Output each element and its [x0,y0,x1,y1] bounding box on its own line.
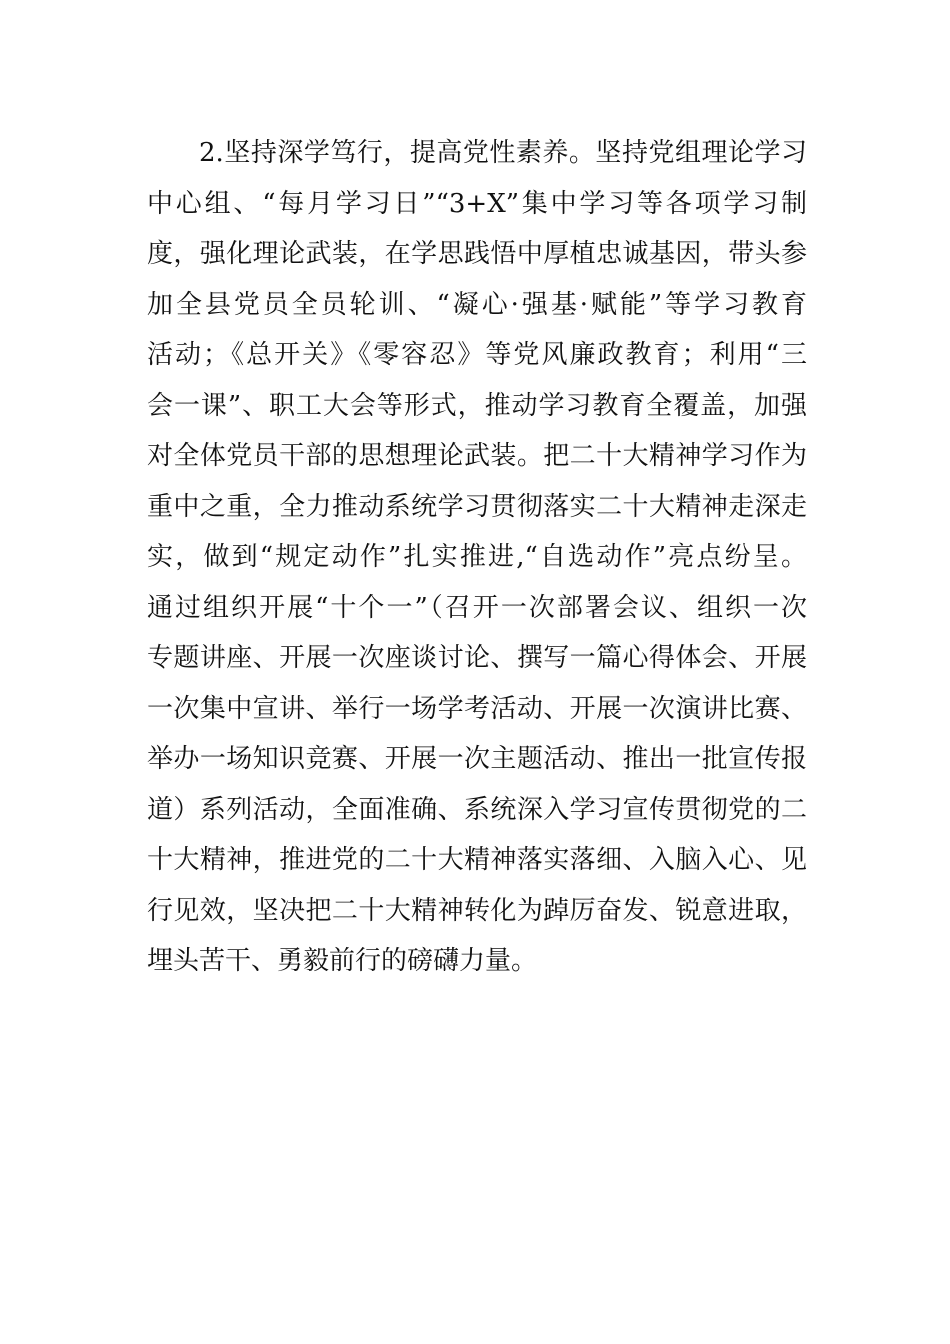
paragraph-line: 度，强化理论武装，在学思践悟中厚植忠诚基因，带头参 [147,239,807,269]
paragraph-line: 实，做到“规定动作”扎实推进,“自选动作”亮点纷呈。 [147,542,807,572]
paragraph-line: 2.坚持深学笃行，提高党性素养。坚持党组理论学习 [199,138,807,168]
body-paragraph [147,128,807,987]
paragraph-line: 活动；《总开关》《零容忍》等党风廉政教育；利用“三 [147,340,807,370]
paragraph-line: 对全体党员干部的思想理论武装。把二十大精神学习作为 [147,441,807,471]
paragraph-line: 十大精神，推进党的二十大精神落实落细、入脑入心、见 [147,845,807,875]
paragraph-line: 道）系列活动，全面准确、系统深入学习宣传贯彻党的二 [147,794,807,825]
paragraph-line: 举办一场知识竞赛、开展一次主题活动、推出一批宣传报 [147,744,807,774]
paragraph-line: 通过组织开展“十个一”（召开一次部署会议、组织一次 [147,592,807,623]
paragraph-line: 会一课”、职工大会等形式，推动学习教育全覆盖，加强 [147,390,807,421]
paragraph-line: 重中之重，全力推动系统学习贯彻落实二十大精神走深走 [147,491,807,522]
paragraph-line: 埋头苦干、勇毅前行的磅礴力量。 [147,946,538,976]
paragraph-line: 行见效，坚决把二十大精神转化为踔厉奋发、锐意进取， [147,895,807,926]
paragraph-line: 一次集中宣讲、举行一场学考活动、开展一次演讲比赛、 [147,693,807,724]
paragraph-line: 中心组、“每月学习日”“3+X”集中学习等各项学习制 [147,188,807,219]
paragraph-line: 加全县党员全员轮训、“凝心·强基·赋能”等学习教育 [147,289,807,320]
paragraph-line: 专题讲座、开展一次座谈讨论、撰写一篇心得体会、开展 [147,643,807,673]
